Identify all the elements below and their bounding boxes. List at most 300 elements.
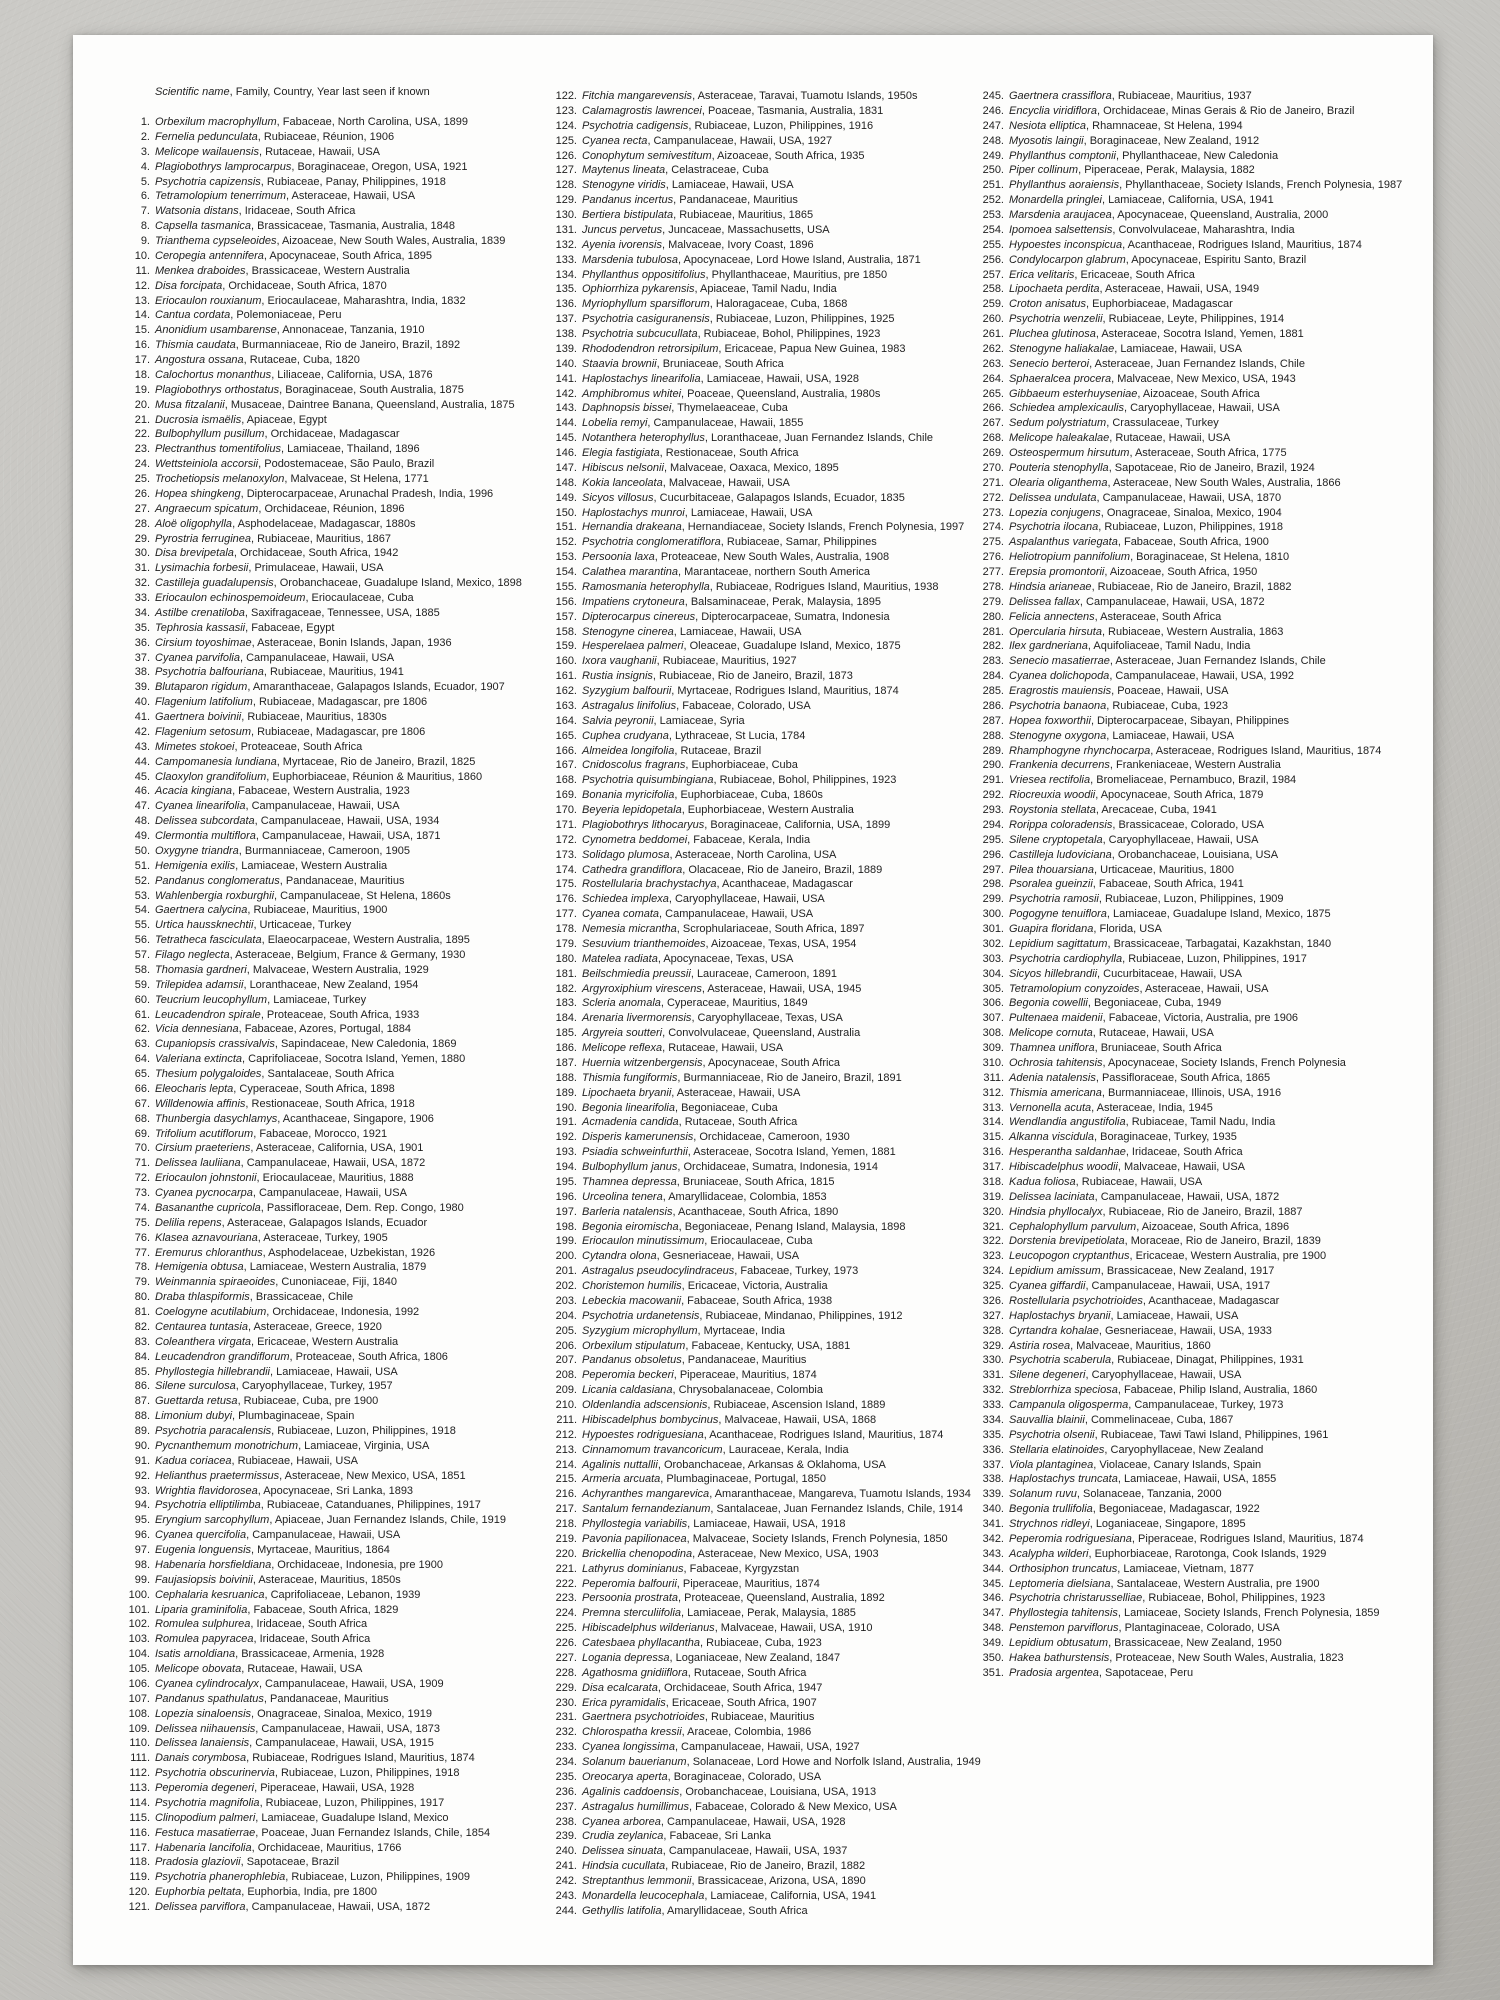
list-item — [545, 1889, 965, 1904]
family-country-year: , Aizoaceae, Texas, USA, 1954 — [705, 937, 857, 950]
scientific-name: Leucadendron spirale — [155, 1008, 261, 1021]
list-item-number: 225. — [555, 1622, 577, 1635]
list-item-number: 262. — [982, 342, 1004, 355]
list-item-number: 252. — [982, 194, 1004, 207]
family-country-year: , Rubiaceae, Luzon, Philippines, 1909 — [285, 1871, 470, 1884]
scientific-name: Huernia witzenbergensis — [582, 1056, 703, 1069]
list-item — [545, 134, 965, 149]
scientific-name: Romulea sulphurea — [155, 1618, 251, 1631]
family-country-year: , Rutaceae, Hawaii, USA — [1092, 1027, 1214, 1040]
list-item — [545, 1145, 965, 1160]
list-item-number: 339. — [982, 1488, 1004, 1501]
list-item — [118, 1617, 538, 1632]
list-item-number: 299. — [982, 893, 1004, 906]
list-item — [118, 784, 538, 799]
scientific-name: Dorstenia brevipetiolata — [1009, 1235, 1125, 1248]
scientific-name: Hindsia arianeae — [1009, 580, 1092, 593]
family-country-year: , Convolvulaceae, Queensland, Australia — [662, 1027, 861, 1040]
scientific-name: Danais corymbosa — [155, 1752, 247, 1765]
list-item — [118, 1454, 538, 1469]
family-country-year: , Rubiaceae, Rodrigues Island, Mauritius, 1938 — [709, 580, 939, 593]
family-country-year: , Acanthaceae, South Africa, 1890 — [672, 1205, 839, 1218]
list-item-number: 220. — [555, 1547, 577, 1560]
family-country-year: , Lamiaceae, Turkey — [267, 993, 367, 1006]
scientific-name: Castilleja ludoviciana — [1009, 848, 1112, 861]
scientific-name: Encyclia viridiflora — [1009, 104, 1098, 117]
list-item — [118, 1127, 538, 1142]
scientific-name: Cyanea giffardii — [1009, 1280, 1086, 1292]
list-item — [972, 1220, 1392, 1235]
list-item — [545, 714, 965, 729]
list-item — [545, 758, 965, 773]
scientific-name: Oxygyne triandra — [155, 844, 239, 857]
list-item — [972, 1160, 1392, 1175]
scientific-name: Psychotria casiguranensis — [582, 313, 710, 326]
list-item — [118, 442, 538, 457]
scientific-name: Plagiobothrys orthostatus — [155, 383, 280, 396]
list-item-number: 171. — [555, 818, 577, 831]
scientific-name: Schiedea amplexicaulis — [1009, 402, 1124, 415]
scientific-name: Anonidium usambarense — [155, 324, 277, 337]
family-country-year: , Poaceae, Hawaii, USA — [1111, 685, 1229, 697]
scientific-name: Cyanea comata — [582, 908, 660, 921]
scientific-name: Psychotria urdanetensis — [582, 1309, 700, 1322]
family-country-year: , Malvaceae, St Helena, 1771 — [284, 473, 429, 485]
list-item — [118, 1722, 538, 1737]
list-item-number: 209. — [555, 1384, 577, 1397]
family-country-year: , Boraginaceae, Oregon, USA, 1921 — [291, 160, 468, 173]
family-country-year: , Rubiaceae, Hawaii, USA — [1075, 1175, 1203, 1188]
family-country-year: , Rubiaceae, Bohol, Philippines, 1923 — [1142, 1592, 1326, 1605]
list-item-number: 351. — [982, 1666, 1004, 1679]
family-country-year: , Cyperaceae, South Africa, 1898 — [233, 1082, 395, 1095]
list-item-number: 123. — [555, 104, 577, 117]
list-item — [545, 1234, 965, 1249]
list-item-number: 61. — [134, 1008, 150, 1021]
family-country-year: , Campanulaceae, Hawaii, USA, 1927 — [647, 134, 833, 147]
list-item-number: 109. — [128, 1722, 150, 1735]
list-item-number: 147. — [555, 461, 577, 474]
scientific-name: Eriocaulon rouxianum — [155, 294, 262, 307]
list-item — [972, 565, 1392, 580]
list-item-number: 152. — [555, 536, 577, 549]
family-country-year: , Rubiaceae, Mauritius, 1830s — [241, 711, 387, 723]
scientific-name: Sicyos hillebrandii — [1009, 967, 1098, 980]
scientific-name: Haplostachys truncata — [1009, 1473, 1118, 1486]
scientific-name: Begonia eiromischa — [582, 1220, 679, 1233]
scientific-name: Rhododendron retrorsipilum — [582, 342, 719, 355]
scientific-name: Vriesea rectifolia — [1009, 774, 1091, 787]
scientific-name: Riocreuxia woodii — [1009, 789, 1096, 802]
scientific-name: Ilex gardneriana — [1009, 640, 1088, 653]
family-country-year: , Orobanchaceae, Guadalupe Island, Mexico, 1898 — [273, 577, 522, 590]
list-item — [972, 744, 1392, 759]
family-country-year: , Begoniaceae, Cuba, 1949 — [1087, 997, 1222, 1010]
list-item — [545, 1755, 981, 1770]
scientific-name: Klasea aznavouriana — [155, 1231, 258, 1244]
scientific-name: Delissea parviflora — [155, 1901, 246, 1913]
list-item-number: 56. — [134, 934, 150, 947]
scientific-name: Lysimachia forbesii — [155, 562, 249, 575]
family-country-year: , Frankeniaceae, Western Australia — [1109, 759, 1281, 772]
scientific-name: Rostellularia brachystachya — [582, 878, 717, 891]
list-item-number: 348. — [982, 1622, 1004, 1635]
family-country-year: , Saxifragaceae, Tennessee, USA, 1885 — [244, 606, 440, 619]
list-item-number: 134. — [555, 268, 577, 281]
list-item — [545, 1368, 965, 1383]
list-item-number: 73. — [134, 1187, 150, 1199]
scientific-name: Melicope cornuta — [1009, 1027, 1093, 1040]
family-country-year: , Proteaceae, South Africa, 1933 — [260, 1008, 420, 1021]
family-country-year: , Fabaceae, Philip Island, Australia, 1860 — [1117, 1384, 1318, 1397]
family-country-year: , Asteraceae, Rodrigues Island, Mauritius, 1874 — [1150, 744, 1382, 757]
list-item — [545, 1770, 965, 1785]
scientific-name: Flagenium latifolium — [155, 696, 253, 709]
list-item — [545, 654, 965, 669]
list-item — [545, 877, 965, 892]
scientific-name: Streptanthus lemmonii — [582, 1875, 692, 1887]
list-item-number: 213. — [555, 1443, 577, 1456]
family-country-year: , Rubiaceae, Luzon, Philippines, 1916 — [688, 119, 874, 132]
list-item-number: 48. — [134, 815, 150, 828]
list-item — [972, 1487, 1392, 1502]
family-country-year: , Malvaceae, Western Australia, 1929 — [246, 963, 429, 976]
list-item — [545, 1443, 965, 1458]
list-item-number: 320. — [982, 1205, 1004, 1218]
scientific-name: Aspalanthus variegata — [1009, 536, 1118, 549]
list-item — [545, 1294, 965, 1309]
family-country-year: , Plantaginaceae, Colorado, USA — [1118, 1622, 1280, 1635]
scientific-name: Gaertnera boivinii — [155, 711, 242, 723]
scientific-name: Penstemon parviflorus — [1009, 1622, 1119, 1635]
family-country-year: , Cunoniaceae, Fiji, 1840 — [275, 1276, 397, 1289]
family-country-year: , Ericaceae, Western Australia, pre 1900 — [1129, 1250, 1327, 1263]
scientific-name: Isatis arnoldiana — [155, 1648, 236, 1661]
list-item-number: 302. — [982, 937, 1004, 950]
scientific-name: Silene degeneri — [1009, 1369, 1086, 1382]
list-item-number: 197. — [555, 1205, 577, 1218]
list-item — [118, 1513, 538, 1528]
family-country-year: , Rubiaceae, Réunion, 1906 — [257, 130, 395, 143]
list-item-number: 278. — [982, 580, 1004, 593]
scientific-name: Stenogyne cinerea — [582, 625, 674, 638]
family-country-year: , Apiaceae, Egypt — [241, 413, 327, 426]
scientific-name: Phyllanthus oppositifolius — [582, 268, 706, 281]
family-country-year: , Fabaceae, South Africa, 1900 — [1117, 536, 1269, 549]
scientific-name: Eremurus chloranthus — [155, 1246, 263, 1259]
list-item-number: 287. — [982, 714, 1004, 727]
family-country-year: , Podostemaceae, São Paulo, Brazil — [258, 458, 435, 471]
list-item-number: 284. — [982, 670, 1004, 683]
list-item — [545, 476, 965, 491]
family-country-year: , Asphodelaceae, Madagascar, 1880s — [232, 517, 416, 530]
list-item — [545, 1532, 965, 1547]
species-column-1 — [118, 115, 538, 1915]
list-item — [972, 431, 1392, 446]
scientific-name: Psychotria paracalensis — [155, 1425, 272, 1437]
list-item — [118, 234, 538, 249]
list-item — [972, 357, 1392, 372]
list-item — [118, 933, 538, 948]
list-item — [545, 1086, 965, 1101]
scientific-name: Strychnos ridleyi — [1009, 1518, 1090, 1530]
family-country-year: , Olacaceae, Rio de Janeiro, Brazil, 1889 — [682, 863, 883, 876]
scientific-name: Lebeckia macowanii — [582, 1294, 682, 1307]
scientific-name: Stenogyne viridis — [582, 179, 666, 192]
list-item-number: 222. — [555, 1577, 577, 1590]
family-country-year: , Campanulaceae, Hawaii, USA, 1873 — [255, 1722, 440, 1735]
list-item-number: 6. — [140, 190, 150, 203]
scientific-name: Gaertnera crassiflora — [1009, 90, 1112, 102]
list-item — [545, 1681, 965, 1696]
family-country-year: , Apocynaceae, Lord Howe Island, Australia, 1871 — [678, 253, 921, 266]
list-item — [118, 1037, 538, 1052]
list-item — [972, 863, 1392, 878]
list-item-number: 72. — [134, 1172, 150, 1185]
family-country-year: , Apocynaceae, Queensland, Australia, 2000 — [1111, 209, 1329, 221]
list-item-number: 313. — [982, 1101, 1004, 1114]
scientific-name: Blutaparon rigidum — [155, 681, 248, 694]
list-item — [545, 193, 965, 208]
scientific-name: Pyrostria ferruginea — [155, 532, 251, 545]
family-country-year: , Loranthaceae, New Zealand, 1954 — [243, 978, 419, 991]
family-country-year: , Campanulaceae, Hawaii, USA — [245, 800, 400, 813]
list-item — [118, 1171, 538, 1186]
scientific-name: Pradosia glaziovii — [155, 1856, 241, 1869]
scientific-name: Pandanus obsoletus — [582, 1354, 682, 1367]
list-item-number: 17. — [134, 354, 150, 366]
scientific-name: Hemigenia exilis — [155, 859, 236, 872]
family-country-year: , Brassicaceae, Arizona, USA, 1890 — [691, 1875, 866, 1887]
family-country-year: , Elaeocarpaceae, Western Australia, 1895 — [261, 934, 470, 947]
list-item — [545, 461, 965, 476]
family-country-year: , Caryophyllaceae, Turkey, 1957 — [235, 1380, 393, 1393]
list-item — [972, 208, 1392, 223]
scientific-name: Persoonia prostrata — [582, 1592, 678, 1605]
family-country-year: , Fabaceae, Colorado, USA — [676, 699, 811, 712]
family-country-year: , Acanthaceae, Singapore, 1906 — [277, 1112, 434, 1125]
list-item — [972, 1472, 1392, 1487]
family-country-year: , Fabaceae, South Africa, 1938 — [681, 1294, 833, 1307]
list-item — [118, 502, 538, 517]
family-country-year: , Rubiaceae, Madagascar, pre 1806 — [252, 696, 428, 709]
family-country-year: , Brassicaceae, New Zealand, 1950 — [1108, 1637, 1282, 1649]
family-country-year: , Asteraceae, Taravai, Tuamotu Islands, 1950s — [692, 90, 918, 102]
list-item — [118, 665, 538, 680]
list-item-number: 218. — [555, 1518, 577, 1530]
scientific-name: Psychotria quisumbingiana — [582, 774, 714, 787]
family-country-year: , Liliaceae, California, USA, 1876 — [271, 368, 433, 381]
family-country-year: , Rubiaceae, Luzon, Philippines, 1918 — [274, 1767, 460, 1780]
family-country-year: , Sapotaceae, Rio de Janeiro, Brazil, 1924 — [1108, 461, 1315, 474]
family-country-year: , Eriocaulaceae, Mauritius, 1888 — [256, 1172, 414, 1185]
family-country-year: , Asteraceae, California, USA, 1901 — [250, 1142, 424, 1155]
scientific-name: Psychotria magnifolia — [155, 1796, 260, 1809]
list-item-number: 182. — [555, 982, 577, 995]
legend-rest-part: , Family, Country, Year last seen if known — [229, 86, 430, 98]
list-item-number: 214. — [555, 1458, 577, 1471]
family-country-year: , Brassicaceae, New Zealand, 1917 — [1100, 1265, 1275, 1278]
list-item — [972, 1651, 1392, 1666]
scientific-name: Cantua cordata — [155, 309, 231, 322]
list-item — [972, 1621, 1392, 1636]
list-item-number: 192. — [555, 1131, 577, 1144]
list-item — [118, 457, 538, 472]
scientific-name: Cyanea longissima — [582, 1741, 675, 1754]
family-country-year: , Florida, USA — [1093, 923, 1162, 935]
list-item — [545, 431, 965, 446]
scientific-name: Monardella leucocephala — [582, 1889, 705, 1902]
list-item — [972, 1636, 1392, 1651]
list-item-number: 246. — [982, 104, 1004, 117]
list-item-number: 221. — [555, 1562, 577, 1575]
scientific-name: Peperomia rodriguesiana — [1009, 1532, 1132, 1545]
list-item-number: 79. — [134, 1276, 150, 1289]
scientific-name: Haplostachys linearifolia — [582, 372, 701, 385]
list-item — [972, 788, 1392, 803]
family-country-year: , Proteaceae, New South Wales, Australia, 1823 — [1109, 1651, 1344, 1664]
family-country-year: , Asteraceae, North Carolina, USA — [669, 848, 837, 861]
family-country-year: , Lamiaceae, Society Islands, French Polynesia, 1859 — [1117, 1607, 1380, 1620]
list-item-number: 319. — [982, 1190, 1004, 1203]
family-country-year: , Lauraceae, Kerala, India — [722, 1443, 849, 1456]
list-item-number: 153. — [555, 551, 577, 564]
family-country-year: , Piperaceae, Hawaii, USA, 1928 — [254, 1782, 415, 1794]
scientific-name: Marsdenia araujacea — [1009, 209, 1112, 221]
list-item — [118, 1781, 538, 1796]
scientific-name: Brickellia chenopodina — [582, 1547, 693, 1560]
list-item — [118, 1201, 538, 1216]
scientific-name: Catesbaea phyllacantha — [582, 1637, 701, 1649]
scientific-name: Begonia trullifolia — [1009, 1503, 1093, 1516]
scientific-name: Aloë oligophylla — [155, 517, 233, 530]
list-item — [118, 695, 538, 710]
family-country-year: , Burmanniaceae, Illinois, USA, 1916 — [1101, 1086, 1282, 1099]
list-item — [972, 639, 1392, 654]
scientific-name: Angraecum spicatum — [155, 502, 259, 515]
family-country-year: , Rubiaceae, Rio de Janeiro, Brazil, 1882 — [1091, 580, 1292, 593]
list-item-number: 207. — [555, 1354, 577, 1367]
list-item-number: 311. — [983, 1071, 1004, 1084]
scientific-name: Urtica haussknechtii — [155, 919, 254, 932]
family-country-year: , Annonaceae, Tanzania, 1910 — [276, 324, 425, 337]
family-country-year: , Campanulaceae, Hawaii, USA — [659, 908, 814, 921]
scientific-name: Centaurea tuntasia — [155, 1320, 248, 1333]
list-item — [545, 178, 965, 193]
list-item-number: 337. — [982, 1458, 1004, 1471]
list-item — [118, 814, 538, 829]
family-country-year: , Asteraceae, Socotra Island, Yemen, 1881 — [687, 1146, 896, 1159]
scientific-name: Myosotis laingii — [1009, 134, 1084, 147]
list-item-number: 264. — [982, 372, 1004, 385]
scientific-name: Santalum fernandezianum — [582, 1503, 711, 1516]
scientific-name: Melicope wailauensis — [155, 145, 259, 158]
list-item — [972, 342, 1392, 357]
family-country-year: , Burmanniaceae, Rio de Janeiro, Brazil, 1891 — [677, 1071, 902, 1084]
list-item-number: 294. — [982, 818, 1004, 831]
family-country-year: , Cucurbitaceae, Hawaii, USA — [1097, 967, 1242, 980]
list-item — [972, 714, 1392, 729]
list-item — [118, 859, 538, 874]
family-country-year: , Solanaceae, Tanzania, 2000 — [1076, 1488, 1222, 1501]
family-country-year: , Rubiaceae, Tamil Nadu, India — [1125, 1116, 1276, 1129]
scientific-name: Cathedra grandiflora — [582, 863, 683, 876]
scientific-name: Psychotria subcucullata — [582, 328, 698, 340]
family-country-year: , Cyperaceae, Mauritius, 1849 — [660, 997, 808, 1010]
scientific-name: Gibbaeum esterhuyseniae — [1009, 387, 1138, 400]
list-item-number: 103. — [128, 1633, 150, 1646]
scientific-name: Stenogyne haliakalae — [1009, 342, 1115, 355]
list-item-number: 224. — [555, 1607, 577, 1620]
list-item-number: 121. — [128, 1901, 150, 1913]
family-country-year: , Caryophyllaceae, Texas, USA — [691, 1012, 843, 1025]
list-item-number: 183. — [555, 997, 577, 1010]
list-item — [972, 1353, 1392, 1368]
list-item — [545, 967, 965, 982]
scientific-name: Wrightia flavidorosea — [155, 1484, 258, 1497]
list-item-number: 154. — [555, 566, 577, 578]
list-item-number: 107. — [128, 1692, 150, 1705]
family-country-year: , Onagraceae, Sinaloa, Mexico, 1919 — [251, 1707, 433, 1720]
list-item — [972, 163, 1392, 178]
list-item — [118, 532, 538, 547]
family-country-year: , Poaceae, Queensland, Australia, 1980s — [681, 387, 881, 400]
list-item — [545, 416, 965, 431]
family-country-year: , Malvaceae, Hawaii, USA, 1868 — [718, 1413, 877, 1426]
family-country-year: , Apocynaceae, Sri Lanka, 1893 — [257, 1484, 414, 1497]
list-item-number: 40. — [134, 696, 150, 709]
scientific-name: Lepidium sagittatum — [1009, 937, 1108, 950]
list-item-number: 4. — [140, 160, 150, 173]
scientific-name: Eugenia longuensis — [155, 1544, 252, 1556]
list-item-number: 203. — [555, 1294, 577, 1307]
family-country-year: , Proteaceae, South Africa, 1806 — [289, 1350, 448, 1363]
list-item — [545, 818, 965, 833]
scientific-name: Psychotria conglomeratiflora — [582, 536, 721, 549]
scientific-name: Ramosmania heterophylla — [582, 580, 710, 593]
list-item — [545, 1487, 971, 1502]
scientific-name: Thesium polygaloides — [155, 1068, 262, 1080]
scientific-name: Pogogyne tenuiflora — [1009, 908, 1107, 921]
family-country-year: , Pandanaceae, Mauritius — [279, 874, 405, 887]
family-country-year: , Rhamnaceae, St Helena, 1994 — [1086, 119, 1243, 132]
family-country-year: , Aizoaceae, South Africa, 1950 — [1104, 566, 1258, 578]
list-item — [972, 1383, 1392, 1398]
list-item-number: 80. — [134, 1291, 150, 1304]
list-item — [545, 610, 965, 625]
list-item — [118, 1603, 538, 1618]
list-item — [972, 223, 1392, 238]
list-item-number: 328. — [982, 1324, 1004, 1337]
scientific-name: Stenogyne oxygona — [1009, 729, 1107, 742]
family-country-year: , Iridaceae, South Africa — [250, 1618, 368, 1631]
scientific-name: Lopezia sinaloensis — [155, 1707, 252, 1720]
scientific-name: Psychotria ilocana — [1009, 521, 1099, 534]
list-item-number: 119. — [129, 1871, 150, 1884]
list-item — [972, 312, 1392, 327]
scientific-name: Logania depressa — [582, 1651, 670, 1664]
scientific-name: Delissea fallax — [1009, 595, 1080, 608]
scientific-name: Limonium dubyi — [155, 1410, 233, 1423]
list-item — [545, 119, 965, 134]
list-item — [118, 1900, 538, 1915]
family-country-year: , Campanulaceae, Hawaii, USA, 1872 — [240, 1157, 426, 1170]
list-item — [545, 907, 965, 922]
list-item — [545, 297, 965, 312]
list-item-number: 19. — [134, 383, 150, 396]
scientific-name: Scleria anomala — [582, 997, 661, 1010]
list-item — [118, 353, 538, 368]
